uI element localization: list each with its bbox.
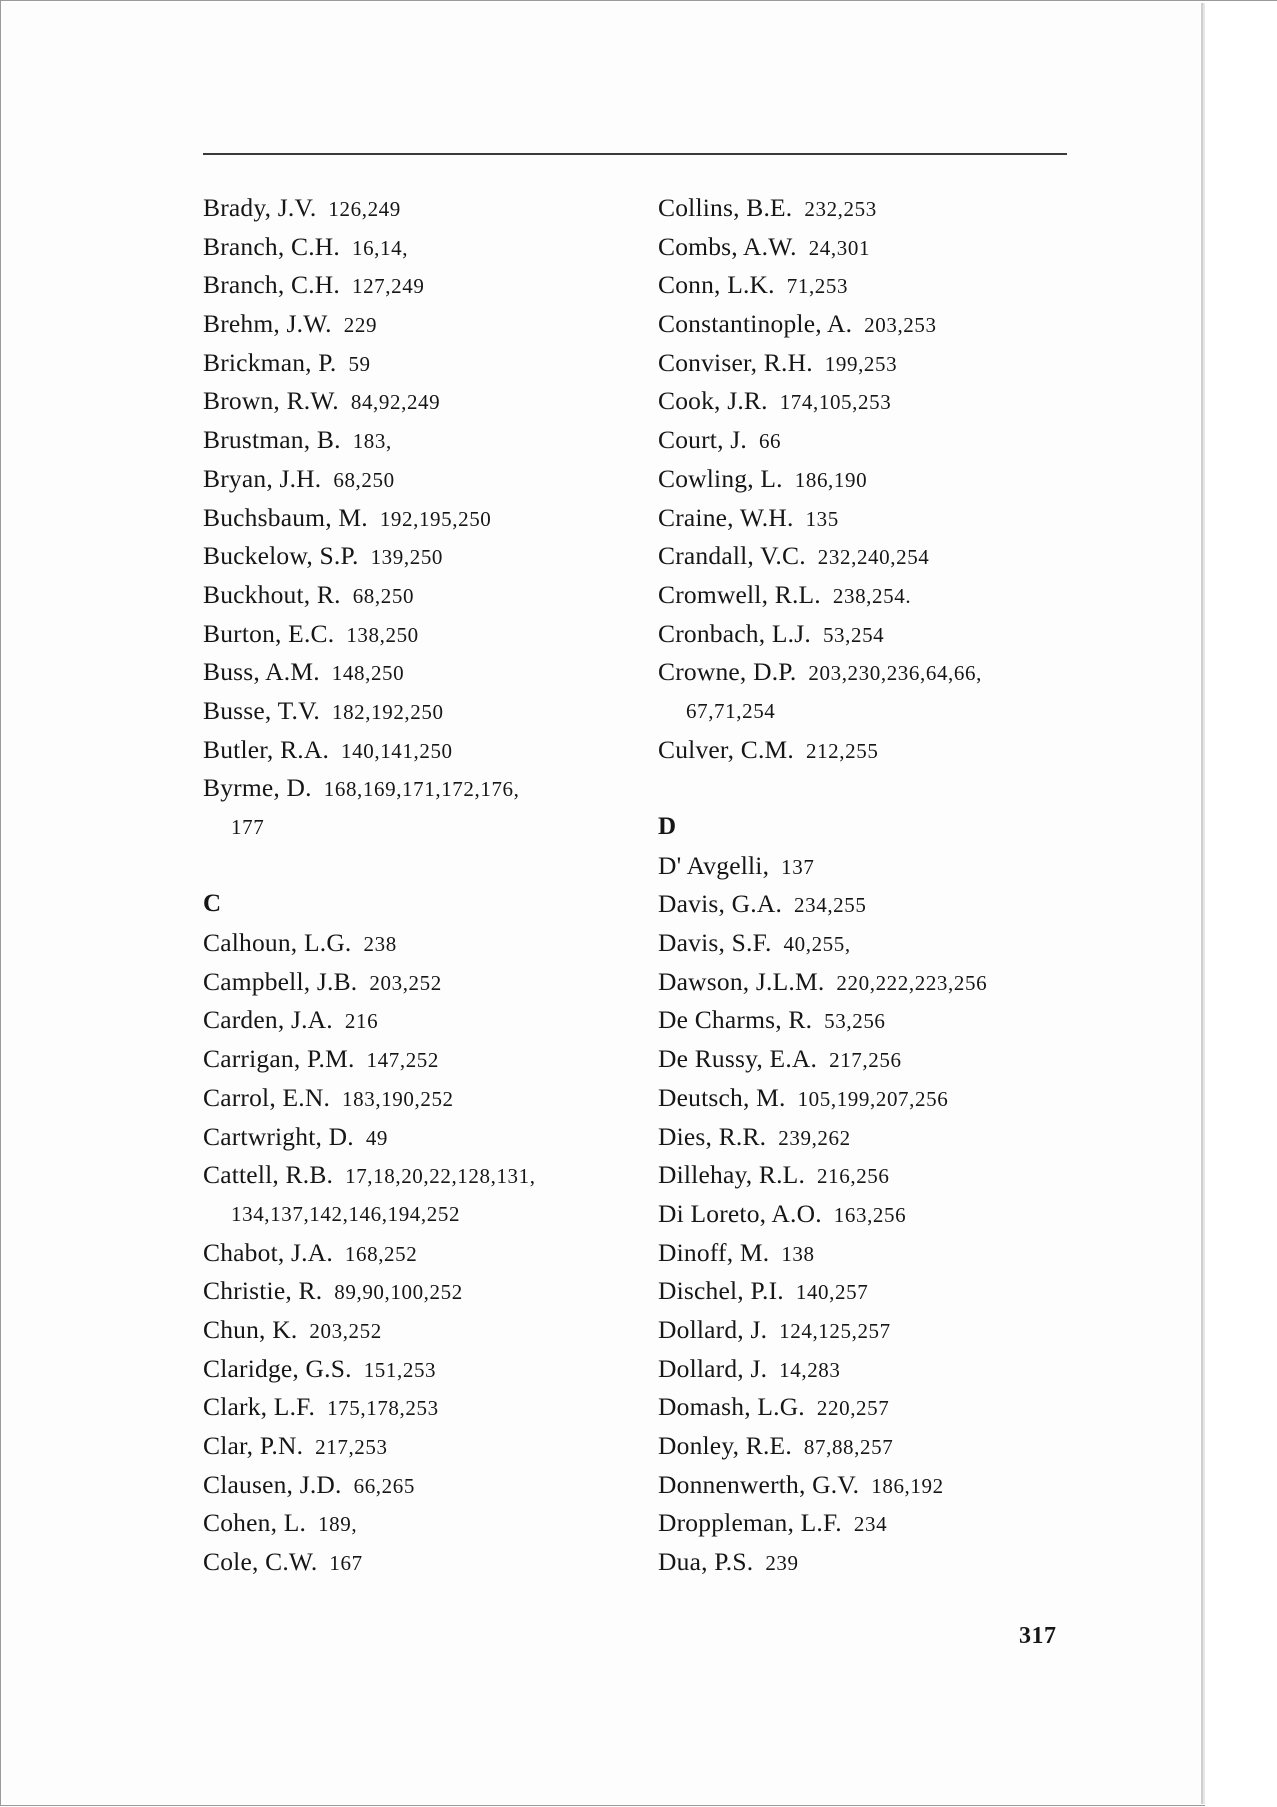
entry-pages: 229 [343,313,378,338]
index-entry [203,499,643,538]
entry-name: Cronbach, L.J. [658,618,811,648]
index-entry [203,460,643,499]
index-entry [203,1079,643,1118]
entry-name: Domash, L.G. [658,1392,805,1422]
header-rule [203,153,1067,155]
entry-name: Calhoun, L.G. [203,928,352,958]
entry-name: Christie, R. [203,1276,323,1306]
index-entry [203,924,643,963]
index-entry [203,615,643,654]
entry-name: Carden, J.A. [203,1005,333,1035]
entry-name: Campbell, J.B. [203,966,358,996]
entry-name: Buss, A.M. [203,657,320,687]
entry-name: Crandall, V.C. [658,541,806,571]
entry-pages: 66 [758,429,782,454]
entry-name: Dischel, P.I. [658,1276,784,1306]
index-entry [658,653,1088,692]
entry-name: Combs, A.W. [658,231,797,261]
entry-pages: 216 [344,1009,379,1034]
entry-name: Collins, B.E. [658,193,793,222]
entry-pages: 168,169,171,172,176, [323,777,520,802]
index-entry [203,1543,643,1582]
entry-pages: 217,253 [315,1435,388,1459]
entry-pages: 66,265 [353,1473,415,1498]
index-entry [203,537,643,576]
entry-name: Bryan, J.H. [203,463,322,493]
index-entry [658,1234,1088,1273]
entry-pages: 151,253 [363,1357,437,1382]
index-entry [203,1234,643,1273]
entry-name: Buckelow, S.P. [203,541,359,571]
entry-pages: 68,250 [333,467,395,492]
entry-pages: 89,90,100,252 [334,1280,463,1305]
entry-name: Clar, P.N. [203,1431,304,1460]
entry-pages: 53,256 [824,1009,886,1034]
entry-pages: 216,256 [817,1164,890,1189]
entry-pages: 138 [781,1241,815,1266]
index-entry-continuation [658,692,1088,731]
index-entry [658,228,1088,267]
index-entry [658,731,1088,770]
entry-name: Droppleman, L.F. [658,1508,842,1538]
entry-name: Branch, C.H. [203,231,340,261]
index-entry [658,499,1088,538]
entry-name: Claridge, G.S. [203,1353,352,1383]
index-entry [658,1001,1088,1040]
entry-name: Court, J. [658,425,747,455]
index-entry [658,1504,1088,1543]
entry-name: Di Loreto, A.O. [658,1198,822,1228]
section-letter: C [203,890,222,918]
entry-pages: 175,178,253 [327,1396,439,1421]
entry-name: Buckhout, R. [203,579,341,609]
index-entry [203,731,643,770]
entry-pages: 68,250 [352,583,415,608]
index-entry [658,537,1088,576]
entry-name: Cook, J.R. [658,386,768,416]
page-number: 317 [1019,1623,1057,1649]
entry-name: Crowne, D.P. [658,657,797,687]
index-entry [203,266,643,305]
entry-pages: 124,125,257 [779,1318,891,1343]
entry-name: Conviser, R.H. [658,347,813,377]
entry-pages: 212,255 [805,738,879,763]
index-entry [203,963,643,1002]
index-entry [658,460,1088,499]
index-entry [658,1079,1088,1118]
entry-pages: 126,249 [328,197,401,221]
entry-name: Dies, R.R. [658,1121,767,1151]
entry-pages: 177 [231,815,265,839]
index-entry [203,1272,643,1311]
index-entry [658,344,1088,383]
entry-name: Byrme, D. [203,773,312,803]
entry-pages: 147,252 [366,1048,439,1073]
entry-name: Cattell, R.B. [203,1160,334,1190]
index-entry [203,692,643,731]
book-page [3,3,1203,1804]
entry-name: Cartwright, D. [203,1121,354,1151]
index-entry [203,305,643,344]
entry-pages: 186,192 [871,1473,944,1498]
index-column-right [658,189,1088,1582]
index-entry [658,382,1088,421]
entry-pages: 16,14, [351,235,409,260]
entry-pages: 182,192,250 [331,699,444,724]
index-entry [203,1350,643,1389]
entry-pages: 238,254. [832,583,912,608]
entry-name: Chun, K. [203,1314,298,1344]
entry-pages: 135 [805,506,839,531]
entry-pages: 239,262 [778,1125,851,1150]
entry-pages: 148,250 [331,661,405,686]
index-column-left [203,189,643,1582]
index-entry [203,1427,643,1466]
entry-pages: 67,71,254 [686,698,776,723]
viewer-margin [1205,1,1277,1807]
entry-pages: 53,254 [822,622,885,647]
index-entry [203,1040,643,1079]
entry-pages: 40,255, [783,932,851,957]
entry-pages: 127,249 [351,274,425,299]
entry-pages: 199,253 [824,351,898,376]
entry-pages: 203,253 [864,313,937,338]
entry-name: Brickman, P. [203,347,337,377]
entry-name: Constantinople, A. [658,309,853,339]
entry-pages: 189, [318,1512,358,1537]
index-entry [203,653,643,692]
entry-name: Busse, T.V. [203,695,320,725]
spacer [203,847,643,886]
entry-pages: 138,250 [346,622,419,647]
index-entry [658,1272,1088,1311]
entry-name: Dua, P.S. [658,1547,754,1577]
entry-pages: 71,253 [786,274,849,299]
entry-name: Dawson, J.L.M. [658,966,825,996]
index-entry [658,1350,1088,1389]
entry-name: Craine, W.H. [658,502,794,532]
entry-name: De Charms, R. [658,1005,813,1035]
index-entry [203,1504,643,1543]
entry-pages: 203,252 [309,1318,382,1343]
entry-name: Conn, L.K. [658,270,775,300]
index-entry [658,1388,1088,1427]
index-entry [658,1543,1088,1582]
index-entry [658,421,1088,460]
entry-name: Brady, J.V. [203,193,317,222]
entry-name: Cowling, L. [658,463,783,493]
entry-pages: 163,256 [833,1202,907,1227]
entry-name: Carrol, E.N. [203,1082,331,1112]
entry-pages: 24,301 [808,235,871,260]
entry-name: Cole, C.W. [203,1547,318,1577]
index-entry [203,344,643,383]
index-entry [658,885,1088,924]
entry-name: Butler, R.A. [203,734,330,764]
spacer [658,769,1088,808]
index-entry [203,576,643,615]
entry-pages: 17,18,20,22,128,131, [345,1164,536,1189]
entry-name: Culver, C.M. [658,734,794,764]
entry-pages: 220,257 [816,1396,890,1421]
entry-pages: 49 [365,1125,389,1150]
entry-pages: 168,252 [344,1241,418,1266]
index-entry [658,1156,1088,1195]
entry-name: Deutsch, M. [658,1082,786,1112]
entry-pages: 139,250 [370,545,444,570]
entry-name: Clausen, J.D. [203,1469,342,1499]
entry-name: Donnenwerth, G.V. [658,1469,860,1499]
entry-pages: 192,195,250 [379,506,492,531]
entry-pages: 203,230,236,64,66, [808,661,982,686]
index-entry [658,1427,1088,1466]
entry-pages: 134,137,142,146,194,252 [231,1201,461,1226]
index-entry [658,576,1088,615]
index-entry [658,847,1088,886]
entry-name: Chabot, J.A. [203,1237,333,1267]
entry-name: Davis, S.F. [658,928,772,958]
index-entry [658,1040,1088,1079]
entry-pages: 14,283 [779,1357,841,1382]
entry-pages: 203,252 [369,970,442,995]
entry-name: D' Avgelli, [658,850,770,880]
entry-name: Brehm, J.W. [203,309,332,339]
entry-pages: 234,255 [794,893,867,918]
index-entry [203,382,643,421]
entry-pages: 105,199,207,256 [797,1086,949,1111]
entry-pages: 232,253 [804,197,877,221]
index-entry [658,963,1088,1002]
entry-name: Brown, R.W. [203,386,339,416]
index-entry [658,266,1088,305]
entry-pages: 217,256 [829,1048,902,1073]
index-entry [203,1388,643,1427]
entry-pages: 183,190,252 [342,1086,454,1111]
entry-name: Dinoff, M. [658,1237,770,1267]
index-entry [203,1156,643,1195]
entry-name: Davis, G.A. [658,889,783,919]
entry-name: Cromwell, R.L. [658,579,821,609]
index-entry [658,1311,1088,1350]
entry-pages: 186,190 [794,467,868,492]
index-entry [658,1466,1088,1505]
entry-name: Buchsbaum, M. [203,502,368,532]
entry-pages: 87,88,257 [803,1435,894,1459]
entry-name: Clark, L.F. [203,1392,316,1422]
entry-name: Brustman, B. [203,425,341,455]
index-entry [658,615,1088,654]
entry-pages: 238 [363,932,397,957]
entry-pages: 167 [329,1551,363,1576]
entry-pages: 59 [348,351,371,376]
index-entry [203,769,643,808]
entry-name: Cohen, L. [203,1508,307,1538]
entry-pages: 232,240,254 [817,545,930,570]
index-entry [203,228,643,267]
entry-name: Branch, C.H. [203,270,340,300]
entry-name: Carrigan, P.M. [203,1044,355,1074]
index-entry [203,421,643,460]
entry-name: Donley, R.E. [658,1431,792,1460]
index-entry [203,1466,643,1505]
index-entry [203,1001,643,1040]
entry-pages: 220,222,223,256 [836,970,988,995]
entry-pages: 140,141,250 [341,738,453,763]
index-entry [658,1195,1088,1234]
entry-pages: 84,92,249 [350,390,441,415]
section-letter: D [658,813,677,840]
entry-pages: 183, [352,429,392,454]
index-entry [658,1118,1088,1157]
entry-name: Burton, E.C. [203,618,335,648]
entry-pages: 234 [853,1512,888,1537]
index-entry [658,305,1088,344]
index-entry [658,189,1088,228]
entry-pages: 239 [765,1551,799,1576]
entry-pages: 140,257 [795,1280,869,1305]
entry-name: Dollard, J. [658,1314,768,1344]
entry-name: Dillehay, R.L. [658,1160,806,1190]
entry-name: Dollard, J. [658,1353,768,1383]
index-entry-continuation [203,1195,643,1234]
index-entry [203,1118,643,1157]
entry-pages: 174,105,253 [779,390,892,415]
entry-name: De Russy, E.A. [658,1044,818,1074]
index-entry [203,189,643,228]
entry-pages: 137 [781,854,815,879]
index-entry [658,924,1088,963]
index-entry-continuation [203,808,643,847]
index-entry [203,1311,643,1350]
